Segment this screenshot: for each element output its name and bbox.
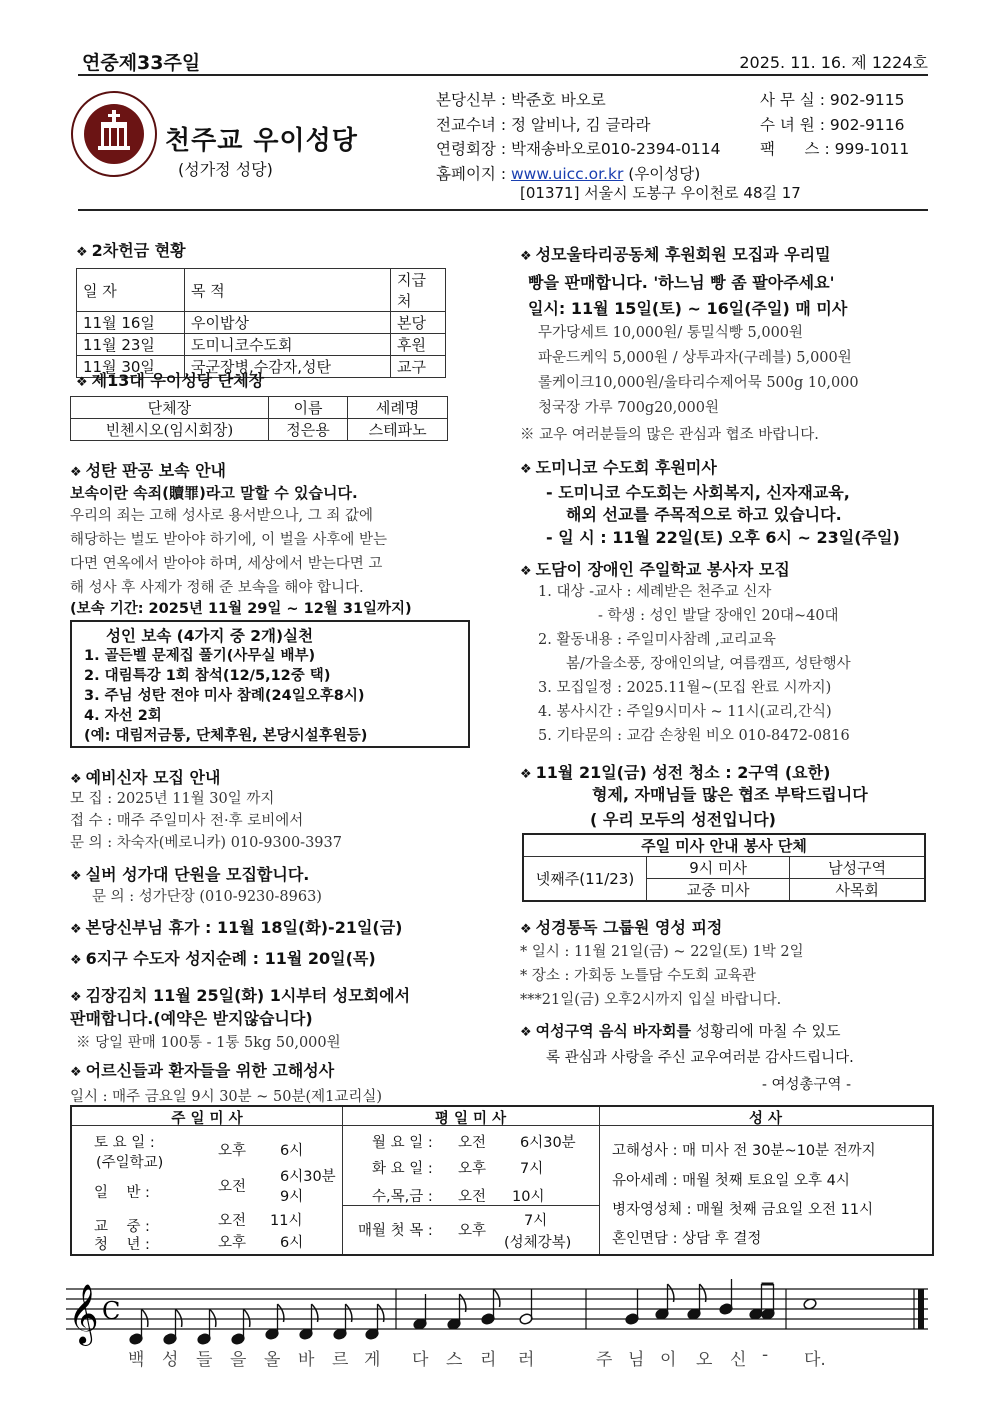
section-mark-icon: ❖ — [76, 245, 88, 260]
elder-confession-time: 일시 : 매주 금요일 9시 30분 ~ 50분(제1교리실) — [70, 1089, 383, 1105]
dominic-title: ❖ 도미니코 수도회 후원미사 — [520, 458, 717, 477]
section-mark-icon: ❖ — [70, 869, 82, 884]
kimchi-title: ❖ 김장김치 11월 25일(화) 1시부터 성모회에서 — [70, 986, 411, 1005]
staff-info: 본당신부 : 박준호 바오로 전교수녀 : 정 알비나, 김 글라라 연령회장 : 박재송바오로010-2394-0114 홈페이지 : www.uicc.or.kr (우이성당) — [436, 91, 721, 183]
dominic-line-2: 해외 선교를 주목적으로 하고 있습니다. — [566, 505, 842, 524]
volunteer-title: ❖ 도담이 장애인 주일학교 봉사자 모집 — [520, 560, 790, 579]
address: [01371] 서울시 도봉구 우이천로 48길 17 — [520, 184, 801, 202]
penance-box: 성인 보속 (4가지 중 2개)실천 1. 골든벨 문제집 풀기(사무실 배부) 2. 대림특강 1회 참석(12/5,12중 택) 3. 주님 성탄 전야 미사 참례(24일오후8시) 4. 자선 2회 (예: 대림저금통, 단체후원, 본당시설후원등) — [70, 620, 470, 748]
volunteer-body: 1. 대상 -교사 : 세례받은 천주교 신자 - 학생 : 성인 발달 장애인 20대~40대 2. 활동내용 : 주일미사참례 ,교리교육 봄/가을소풍, 장애인의날, 여름캠프, 성탄행사 3. 모집일정 : 2025.11월~(모집 완료 시까지) 4. 봉사시간 : 주일9시미사 ~ 11시(교리,간식) 5. 기타문의 : 교감 손창원 비오 010-8472-0816 — [538, 584, 851, 744]
cleaning-line-2: ( 우리 모두의 성전입니다) — [590, 810, 776, 829]
choir-title: ❖ 실버 성가대 단원을 모집합니다. — [70, 865, 310, 884]
lyric-syllable: - — [762, 1345, 769, 1365]
header-bar — [78, 48, 928, 76]
lyric-syllable: 스 — [446, 1350, 463, 1370]
section-mark-icon: ❖ — [520, 767, 532, 782]
cleaning-line-1: 형제, 자매님들 많은 협조 부탁드립니다 — [592, 785, 868, 804]
bread-note: ※ 교우 여러분들의 많은 관심과 협조 바랍니다. — [520, 427, 819, 443]
lyric-syllable: 다. — [804, 1350, 826, 1370]
lyric-syllable: 님 — [628, 1350, 645, 1370]
bread-title-2: 빵을 판매합니다. '하느님 빵 좀 팔아주세요' — [528, 273, 835, 292]
bazaar-line-1: ❖ 여성구역 음식 바자회를 성황리에 마칠 수 있도 — [520, 1022, 841, 1040]
mass-schedule: 주 일 미 사 평 일 미 사 성 사 토 요 일 : (주일학교) 오후 6시 일 반 : 오전 6시30분 9시 교 중 : 오전 11시 청 년 : 오후 6시 월 요 일 : 오전 6시30분 화 요 일 : 오후 7시 수,목,금 : 오전 10시 매월 첫 목 : 오후 7시 (성체강복) 고해성사 : 매 미사 전 30분~10분 전까지 유아세례 : 매월 첫째 토요일 오후 4시 병자영성체 : 매월 첫째 금요일 오전 11시 혼인면담 : 상담 후 결정 — [70, 1105, 934, 1256]
groups-title: ❖ 제13대 우이성당 단체장 — [76, 371, 265, 390]
music-staff — [66, 1275, 936, 1375]
lyric-syllable: 다 — [412, 1350, 429, 1370]
table-row: 11월 30일 국군장병,수감자,성탄 교구 — [77, 356, 446, 378]
note-flag — [210, 1309, 216, 1327]
kimchi-title-2: 판매합니다.(예약은 받지않습니다) — [70, 1009, 313, 1028]
lyric-syllable: 들 — [196, 1350, 213, 1370]
lyric-syllable: 백 — [128, 1350, 145, 1370]
section-mark-icon: ❖ — [76, 375, 88, 390]
penance-period: (보속 기간: 2025년 11월 29일 ~ 12월 31일까지) — [70, 601, 412, 617]
lyric-syllable: 올 — [264, 1350, 281, 1370]
lyric-syllable: 성 — [162, 1350, 179, 1370]
contact-info: 사 무 실 : 902-9115 수 녀 원 : 902-9116 팩 스 : 999-1011 — [760, 91, 910, 158]
catechumen-title: ❖ 예비신자 모집 안내 — [70, 768, 221, 787]
church-name: 천주교 우이성당 — [165, 126, 358, 156]
bazaar-sign: - 여성총구역 - — [762, 1077, 852, 1093]
lyric-syllable: 리 — [480, 1350, 497, 1370]
header-divider — [78, 209, 928, 211]
dominic-line-1: - 도미니코 수도회는 사회복지, 신자재교육, — [546, 483, 850, 502]
elder-confession-title: ❖ 어르신들과 환자들을 위한 고해성사 — [70, 1061, 335, 1080]
lyric-syllable: 게 — [364, 1350, 381, 1370]
section-mark-icon: ❖ — [70, 465, 82, 480]
pilgrimage-notice: ❖ 6지구 수도자 성지순례 : 11월 20일(목) — [70, 949, 376, 968]
table-row: 빈첸시오(임시회장) 정은용 스테파노 — [71, 419, 448, 441]
bread-title: ❖ 성모울타리공동체 후원회원 모집과 우리밀 — [520, 245, 831, 264]
section-mark-icon: ❖ — [70, 953, 82, 968]
service-group-table: 주일 미사 안내 봉사 단체 넷째주(11/23) 9시 미사 남성구역 교중 미사 사목회 — [522, 833, 926, 902]
lyric-syllable: 을 — [230, 1350, 247, 1370]
bazaar-line-2: 록 관심과 사랑을 주신 교우여러분 감사드립니다. — [546, 1050, 854, 1066]
note-flag — [142, 1309, 148, 1327]
lyric-syllable: 오 — [696, 1350, 713, 1370]
section-mark-icon: ❖ — [520, 564, 532, 579]
cleaning-title: ❖ 11월 21일(금) 성전 청소 : 2구역 (요한) — [520, 763, 831, 782]
collection-title: ❖ 2차헌금 현황 — [76, 241, 186, 260]
section-mark-icon: ❖ — [520, 1025, 532, 1040]
lyric-syllable: 르 — [332, 1350, 349, 1370]
section-mark-icon: ❖ — [520, 249, 532, 264]
section-mark-icon: ❖ — [520, 922, 532, 937]
table-row: 11월 16일 우이밥상 본당 — [77, 312, 446, 334]
section-mark-icon: ❖ — [520, 462, 532, 477]
table-row: 교중 미사 사목회 — [523, 879, 925, 902]
note-flag — [244, 1309, 250, 1327]
bread-date: 일시: 11월 15일(토) ~ 16일(주일) 매 미사 — [528, 299, 848, 318]
issue-date: 2025. 11. 16. 제 1224호 — [739, 53, 928, 72]
note-flag — [494, 1289, 500, 1307]
table-row: 11월 23일 도미니코수도회 후원 — [77, 334, 446, 356]
section-mark-icon: ❖ — [70, 922, 82, 937]
collection-table: 일 자 목 적 지급처 11월 16일 우이밥상 본당 11월 23일 도미니코수도회 후원 11월 30일 국군장병,수감자,성탄 교구 — [76, 268, 446, 378]
groups-table: 단체장 이름 세례명 빈첸시오(임시회장) 정은용 스테파노 — [70, 396, 448, 441]
treble-clef-icon: 𝄞 — [68, 1284, 99, 1344]
common-time-icon: C — [102, 1297, 121, 1325]
section-mark-icon: ❖ — [70, 772, 82, 787]
vacation-notice: ❖ 본당신부님 휴가 : 11월 18일(화)-21일(금) — [70, 918, 403, 937]
note-flag — [176, 1309, 182, 1327]
bible-retreat-title: ❖ 성경통독 그룹원 영성 피정 — [520, 918, 723, 937]
lyric-syllable: 신 — [730, 1350, 747, 1370]
church-subtitle: (성가정 성당) — [178, 160, 273, 179]
penance-body: 우리의 죄는 고해 성사로 용서받으나, 그 죄 값에 해당하는 벌도 받아야 하기에, 이 벌을 사후에 받는 다면 연옥에서 받아야 하며, 세상에서 받는다면 고 해 성사 후 사제가 정해 준 보속을 해야 합니다. — [70, 508, 388, 596]
bread-items: 무가당세트 10,000원/ 통밀식빵 5,000원 파운드케익 5,000원 / 상투과자(구레블) 5,000원 롤케이크10,000원/울타리수제어묵 500g 10,000 청국장 가루 700g20,000원 — [538, 325, 859, 416]
homepage-link[interactable]: www.uicc.or.kr — [510, 164, 624, 183]
section-mark-icon: ❖ — [70, 990, 82, 1005]
lyric-syllable: 바 — [298, 1350, 315, 1370]
section-mark-icon: ❖ — [70, 1065, 82, 1080]
liturgical-week: 연중제33주일 — [82, 52, 201, 74]
penance-title: ❖ 성탄 판공 보속 안내 — [70, 461, 227, 480]
church-logo — [70, 90, 158, 178]
lyric-syllable: 이 — [660, 1350, 677, 1370]
lyric-syllable: 러 — [518, 1350, 535, 1370]
note-19 — [803, 1298, 817, 1311]
catechumen-body: 모 집 : 2025년 11월 30일 까지 접 수 : 매주 주일미사 전·후 로비에서 문 의 : 차숙자(베로니카) 010-9300-3937 — [70, 791, 342, 851]
lyric-syllable: 주 — [596, 1350, 613, 1370]
choir-contact: 문 의 : 성가단장 (010-9230-8963) — [92, 889, 322, 905]
bible-retreat-body: * 일시 : 11월 21일(금) ~ 22일(토) 1박 2일 * 장소 : 가회동 노틀담 수도회 교육관 ***21일(금) 오후2시까지 입실 바랍니다. — [520, 944, 804, 1008]
kimchi-detail: ※ 당일 판매 100통 - 1통 5kg 50,000원 — [76, 1035, 341, 1051]
table-row: 넷째주(11/23) 9시 미사 남성구역 — [523, 857, 925, 879]
dominic-line-3: - 일 시 : 11월 22일(토) 오후 6시 ~ 23일(주일) — [546, 528, 900, 547]
penance-lead: 보속이란 속죄(贖罪)라고 말할 수 있습니다. — [70, 484, 358, 502]
